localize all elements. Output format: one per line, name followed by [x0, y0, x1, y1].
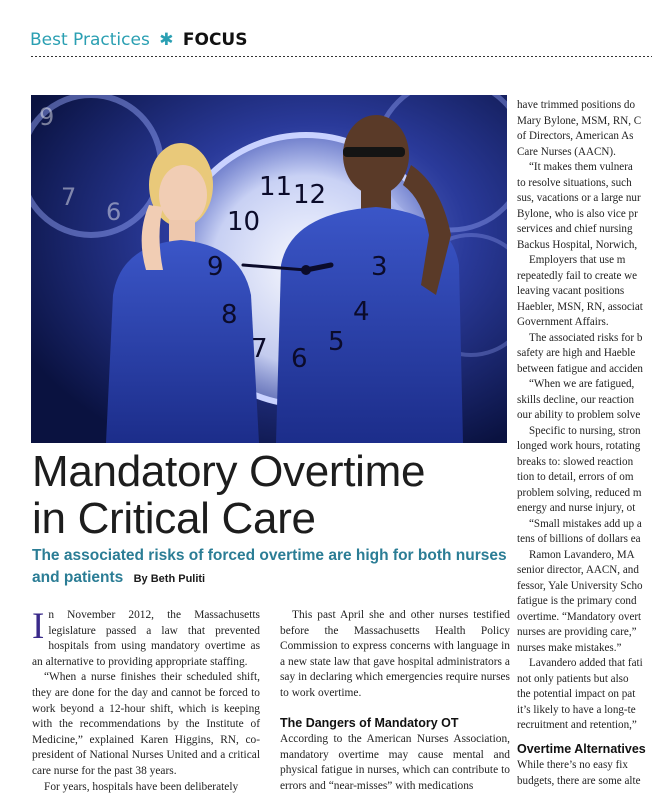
clock-center: [301, 265, 311, 275]
clock-numeral: 11: [259, 172, 293, 202]
byline: By Beth Puliti: [133, 573, 206, 585]
subhead: Overtime Alternatives: [517, 741, 646, 756]
text-line: repeatedly fail to create we: [517, 269, 638, 282]
text-line: Ramon Lavandero, MA: [529, 548, 635, 561]
text-line: skills decline, our reaction: [517, 393, 635, 406]
text-line: breaks to: slowed reaction: [517, 455, 634, 468]
clock-numeral: 4: [353, 297, 370, 327]
paragraph: This past April she and other nurses testified before the Massachusetts Health Policy Commission to express concerns with language in a new state law that gave hospital administrators a say in declaring which emergencies require nurses to work overtime.: [280, 609, 510, 699]
text-line: of Directors, American As: [517, 130, 634, 142]
text-line: Bylone, who is also vice pr: [517, 207, 638, 220]
subhead: The Dangers of Mandatory OT: [280, 715, 459, 730]
paragraph: According to the American Nurses Association, mandatory overtime may cause mental and physical fatigue in nurses, which can contribute to errors and “near-misses” with medications: [280, 733, 510, 792]
deck-text: The associated risks of forced overtime are high for both nurses and patients: [32, 547, 507, 586]
text-line: Specific to nursing, stron: [529, 424, 641, 437]
text-line: budgets, there are some alte: [517, 774, 641, 787]
body-column-2: [280, 608, 510, 795]
text-line: energy and nurse injury, ot: [517, 502, 636, 514]
text-line: Employers that use m: [529, 254, 626, 266]
clock-numeral: 8: [221, 300, 238, 330]
paragraph: “When a nurse finishes their scheduled shift, they are done for the day and cannot be forced to work beyond a 12-hour shift, which is keeping with the recommendations by the Institute of Medicine,” explained Karen Higgins, RN, co-president of National Nurses United and a critical care nurse for the past 38 years.: [32, 671, 260, 777]
text-line: fessor, Yale University Scho: [517, 579, 643, 592]
paragraph: [32, 608, 260, 670]
section-label: Best Practices: [30, 30, 150, 50]
text-line: Mary Bylone, MSM, RN, C: [517, 114, 642, 127]
text-line: it’s likely to have a long-te: [517, 703, 636, 716]
text-line: the potential impact on pat: [517, 688, 636, 700]
text-line: While there’s no easy fix: [517, 759, 628, 771]
text-line: Lavandero added that fati: [529, 657, 643, 669]
text-line: recruitment and retention,”: [517, 719, 637, 731]
text-line: “When we are fatigued,: [529, 378, 635, 390]
text-line: tion to detail, errors of om: [517, 471, 634, 483]
text-line: nurses make mistakes.”: [517, 641, 622, 654]
clock-numeral: 6: [291, 344, 308, 374]
body-column-1: [32, 608, 260, 795]
drop-cap: I: [32, 606, 45, 647]
text-line: our ability to problem solve: [517, 409, 641, 421]
clock-numeral: 5: [328, 327, 345, 357]
text-line: The associated risks for b: [529, 331, 643, 344]
paragraph-text: n November 2012, the Massachusetts legislature passed a law that prevented hospitals from using mandatory overtime as an alternative to providing appropriate staffing.: [32, 609, 260, 668]
dotted-rule: [30, 55, 652, 58]
text-line: Care Nurses (AACN).: [517, 145, 616, 158]
text-line: longed work hours, rotating: [517, 440, 641, 452]
text-line: fatigue is the primary cond: [517, 595, 637, 607]
text-line: problem solving, reduced m: [517, 486, 642, 499]
text-line: have trimmed positions do: [517, 99, 636, 111]
title-line-2: in Critical Care: [32, 494, 316, 543]
clock-numeral: 3: [371, 252, 388, 282]
text-line: overtime. “Mandatory overt: [517, 610, 642, 623]
text-line: Government Affairs.: [517, 316, 609, 328]
text-line: “Small mistakes add up a: [529, 517, 642, 530]
text-line: between fatigue and acciden: [517, 362, 643, 375]
hero-image: [31, 95, 507, 443]
text-line: Backus Hospital, Norwich,: [517, 238, 638, 251]
clock-numeral: 10: [227, 207, 261, 237]
title-line-1: Mandatory Overtime: [32, 447, 426, 496]
hero-illustration: [31, 95, 507, 443]
article-deck: [32, 545, 512, 590]
clock-numeral: 9: [207, 252, 224, 282]
clock-numeral: 9: [39, 103, 55, 131]
text-line: sus, vacations or a large nur: [517, 192, 641, 204]
focus-label: FOCUS: [182, 30, 248, 50]
body-column-3: [517, 98, 652, 789]
text-line: nurses are providing care,”: [517, 626, 637, 638]
text-line: leaving vacant positions: [517, 285, 625, 297]
text-line: “It makes them vulnera: [529, 161, 633, 173]
text-line: services and chief nursing: [517, 223, 633, 235]
text-line: not only patients but also: [517, 672, 629, 685]
clock-numeral: 7: [61, 183, 77, 211]
clock-numeral: 7: [251, 334, 268, 364]
text-line: senior director, AACN, and: [517, 564, 639, 576]
clock-numeral: 12: [293, 180, 327, 210]
clock-numeral: 6: [106, 198, 122, 226]
text-line: to resolve situations, such: [517, 176, 632, 189]
text-line: safety are high and Haeble: [517, 347, 636, 359]
section-header: [30, 30, 652, 54]
text-line: Haebler, MSN, RN, associat: [517, 300, 643, 313]
paragraph: For years, hospitals have been deliberately: [44, 780, 239, 793]
star-separator-icon: ✱: [159, 30, 174, 50]
article-title: [32, 448, 512, 542]
text-line: tens of billions of dollars ea: [517, 533, 641, 545]
